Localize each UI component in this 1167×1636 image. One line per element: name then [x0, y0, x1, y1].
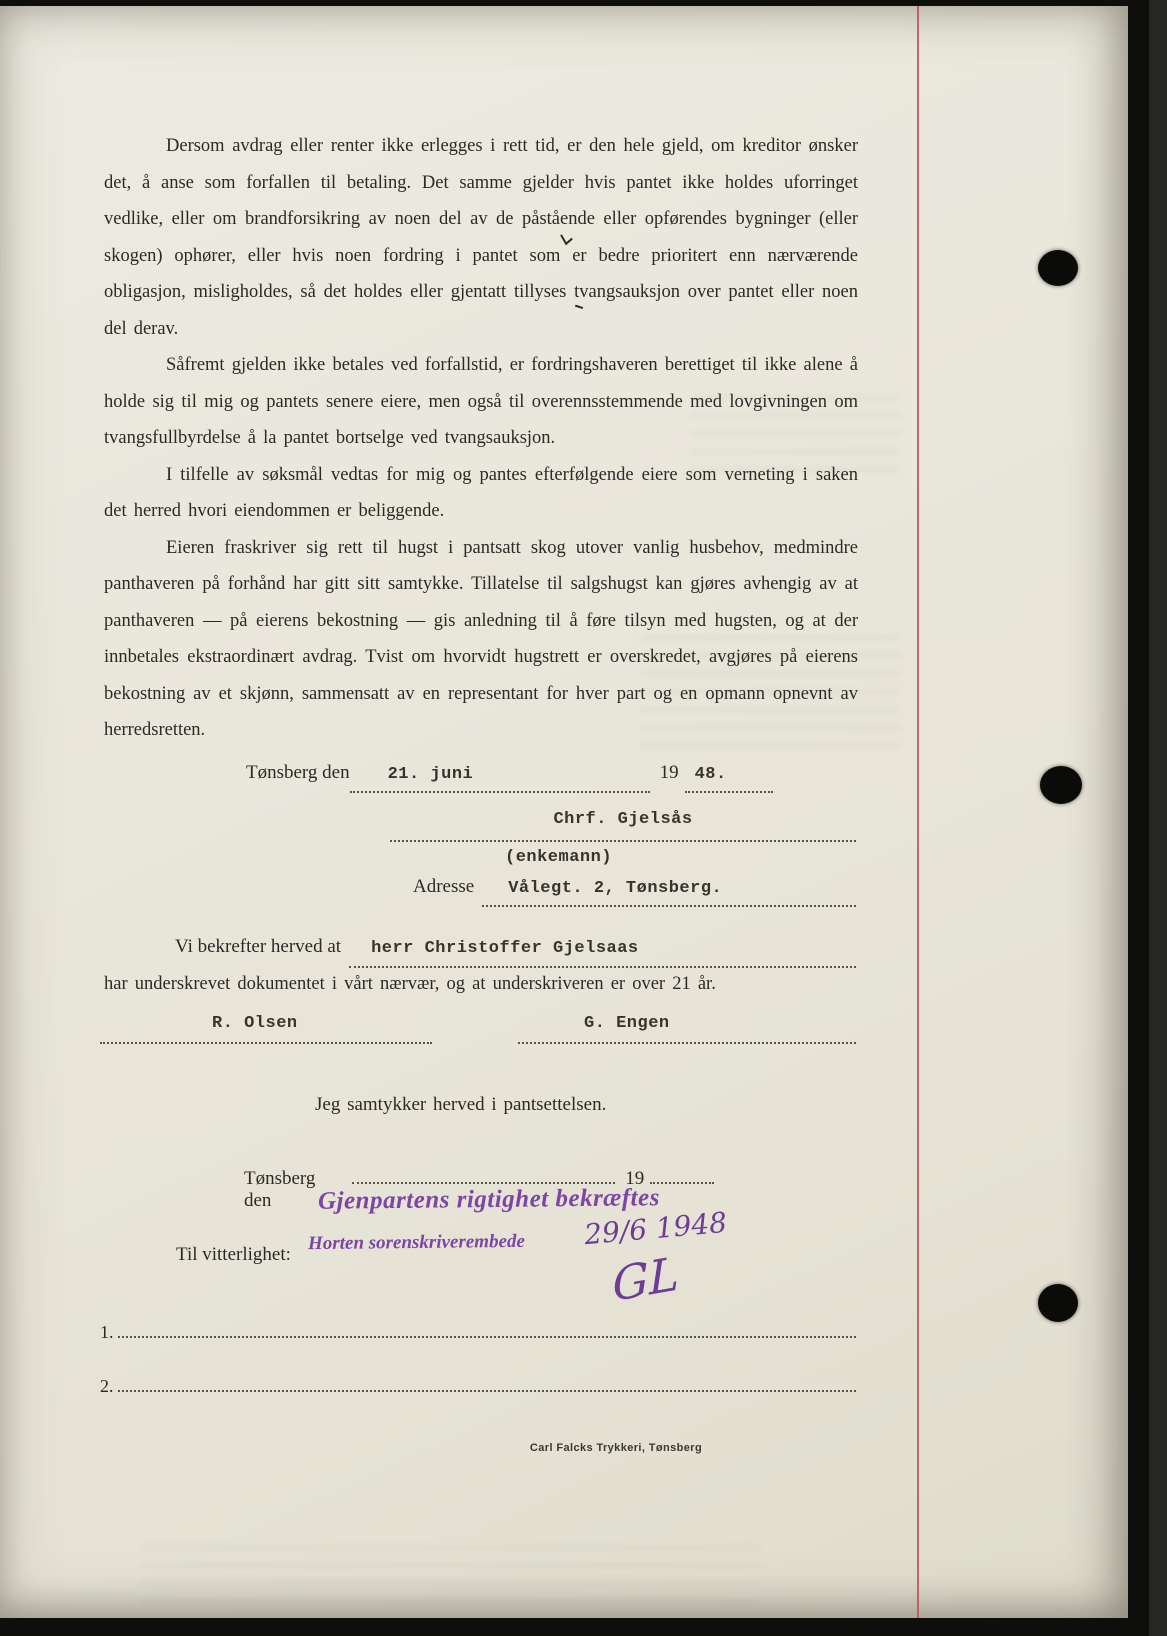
- witness-blank-line-2: [100, 1372, 856, 1397]
- item1-number: 1.: [100, 1322, 114, 1342]
- witness2-name: G. Engen: [584, 1014, 670, 1033]
- confirm-name-field: [349, 939, 856, 968]
- witness-confirmation-line: [175, 936, 856, 968]
- consent-place-label: Tønsberg den: [244, 1168, 316, 1211]
- vitterlighet-label: Til vitterlighet:: [176, 1244, 291, 1265]
- date-typed-value: 21. juni: [387, 765, 474, 784]
- witness1-name: R. Olsen: [212, 1014, 298, 1033]
- handwritten-signature: GL: [611, 1245, 680, 1313]
- consent-date-field: [352, 1156, 615, 1184]
- deed-paragraph-4: Eieren fraskriver sig rett til hugst i pantsatt skog utover vanlig husbehov, medmindre panthaveren på forhånd har gitt sitt samtykke. Tillatelse til salgshugst kan gjøres avhengig av at panthaveren — på eierens bekostning — gis anledning til å føre tilsyn med hugsten, og at der innbetales ekstraordinært avdrag. Tvist om hvorvidt hugstrett er overskredet, avgjøres på eierens bekostning av et skjønn, sammensatt av en representant for hver part og en opmann opnevnt av herredsretten.: [104, 537, 858, 740]
- confirm-prefix: Vi bekrefter herved at: [175, 936, 342, 957]
- ink-bleedthrough: [140, 1546, 760, 1606]
- certification-stamp-line1: Gjenpartens rigtighet bekræftes: [317, 1184, 661, 1215]
- signature-line: [390, 810, 856, 842]
- date-place-label: Tønsberg den: [246, 762, 350, 783]
- signature-status: (enkemann): [505, 848, 613, 867]
- address-field: [482, 879, 856, 907]
- witness-blank-line-1: [100, 1318, 856, 1343]
- witness1-line: [100, 1014, 432, 1044]
- deed-body-text: [104, 128, 858, 749]
- deed-paragraph-2: Såfremt gjelden ikke betales ved forfallstid, er fordringshaveren berettiget til ikke alene å holde sig til mig og pantets senere eiere, men også til overennsstemmende med lovgivningen om tvangsfullbyrdelse å la pantet bortselge ved tvangsauksjon.: [104, 355, 858, 448]
- address-typed-value: Vålegt. 2, Tønsberg.: [508, 879, 723, 898]
- witness2-line: [518, 1014, 856, 1044]
- punch-hole: [1040, 766, 1082, 804]
- date-line: [246, 762, 858, 793]
- margin-rule-line: [917, 6, 919, 1618]
- consent-year-field: [650, 1156, 714, 1184]
- consent-year-prefix: 19: [625, 1168, 645, 1189]
- scanned-document-page: [0, 6, 1128, 1618]
- punch-hole: [1038, 1284, 1078, 1322]
- consent-statement: Jeg samtykker herved i pantsettelsen.: [315, 1094, 607, 1115]
- year-prefix: 19: [659, 762, 679, 783]
- address-line: [413, 876, 856, 907]
- witness-statement: har underskrevet dokumentet i vårt nærvær, og at underskriveren er over 21 år.: [104, 974, 716, 994]
- item2-dotted-line: [118, 1372, 857, 1392]
- address-label: Adresse: [413, 876, 475, 897]
- certification-stamp-line2: Horten sorenskriverembede: [307, 1230, 526, 1255]
- date-field: [350, 765, 650, 793]
- scanner-edge: [1149, 0, 1167, 1636]
- item2-number: 2.: [100, 1376, 114, 1396]
- item1-dotted-line: [118, 1318, 857, 1338]
- year-field: [685, 765, 773, 793]
- signature-name: Chrf. Gjelsås: [553, 810, 693, 829]
- year-typed-value: 48.: [694, 765, 727, 784]
- deed-paragraph-1: Dersom avdrag eller renter ikke erlegges i rett tid, er den hele gjeld, om kreditor ønsker det, å anse som forfallen til betaling. Det samme gjelder hvis pantet ikke holdes uforringet vedlike, eller om brandforsikring av noen del av de påstående eller opførendes bygninger (eller skogen) ophører, eller hvis noen fordring i pantet som er bedre prioritert enn nærværende obligasjon, misligholdes, så det holdes eller gjentatt tillyses tvangsauksjon over pantet eller noen del derav.: [104, 136, 858, 339]
- deed-paragraph-3: I tilfelle av søksmål vedtas for mig og pantes efterfølgende eiere som verneting i saken det herred hvori eiendommen er beliggende.: [104, 464, 858, 521]
- printer-imprint: Carl Falcks Trykkeri, Tønsberg: [529, 1442, 703, 1454]
- confirm-typed-name: herr Christoffer Gjelsaas: [371, 939, 639, 958]
- handwritten-date: 29/6 1948: [582, 1205, 729, 1252]
- punch-hole: [1038, 250, 1078, 286]
